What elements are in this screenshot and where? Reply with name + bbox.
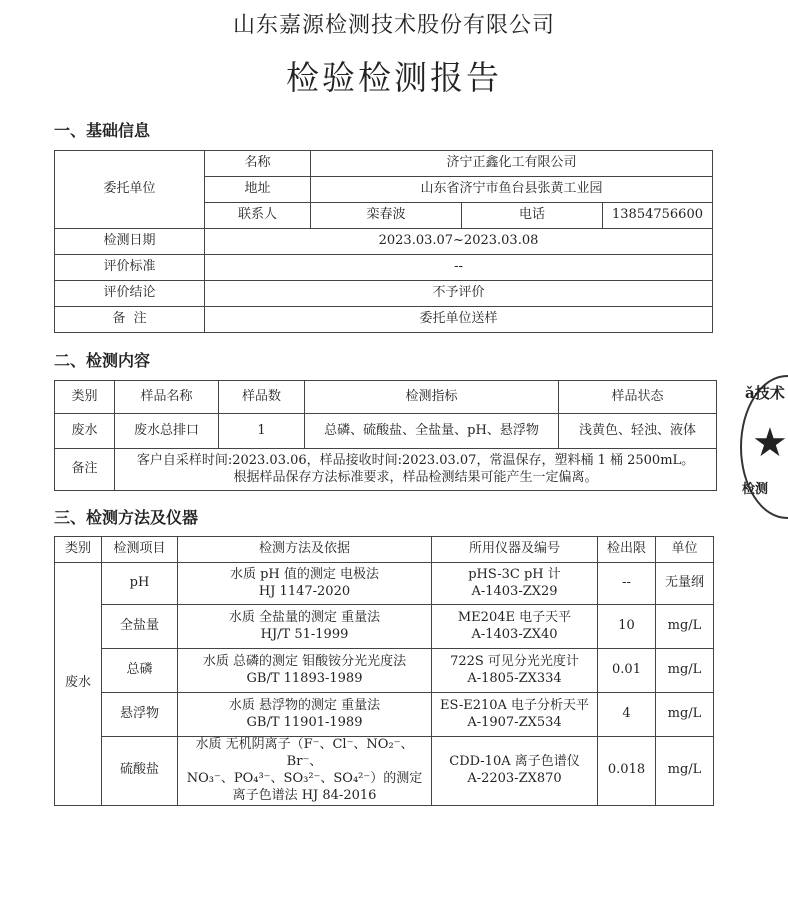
- limit-cell: --: [598, 563, 656, 605]
- content-header: 样品名称: [115, 381, 219, 414]
- instrument-line: A-1403-ZX40: [471, 626, 558, 642]
- instrument-cell: [432, 563, 598, 605]
- date-label: 检测日期: [55, 229, 205, 255]
- seal-text-top: ǎ技术: [745, 384, 785, 402]
- section-content-heading: 二、检测内容: [54, 351, 151, 370]
- content-cell: 浅黄色、轻浊、液体: [559, 414, 717, 449]
- instrument-line: A-1907-ZX534: [467, 714, 562, 730]
- report-title: 检验检测报告: [286, 58, 502, 97]
- category-cell: 废水: [55, 563, 102, 806]
- instrument-cell: [432, 693, 598, 737]
- method-line: NO₃⁻、PO₄³⁻、SO₃²⁻、SO₄²⁻）的测定: [186, 770, 423, 786]
- methods-header: 检测项目: [102, 537, 178, 563]
- seal-text-bottom: 检测: [742, 482, 769, 497]
- method-line: 水质 无机阴离子（F⁻、Cl⁻、NO₂⁻、Br⁻、: [195, 737, 414, 769]
- instrument-line: ME204E 电子天平: [457, 609, 572, 625]
- content-header: 样品数: [219, 381, 305, 414]
- instrument-line: ES-E210A 电子分析天平: [439, 697, 590, 713]
- note-line: 客户自采样时间:2023.03.06，样品接收时间:2023.03.07，常温保存，塑料桶 1 桶 2500mL。: [136, 452, 695, 468]
- instrument-line: 722S 可见分光光度计: [450, 653, 579, 669]
- content-header: 检测指标: [305, 381, 559, 414]
- content-cell: 总磷、硫酸盐、全盐量、pH、悬浮物: [305, 414, 559, 449]
- instrument-cell: [432, 605, 598, 649]
- item-cell: 总磷: [102, 649, 178, 693]
- method-line: GB/T 11893-1989: [246, 670, 363, 686]
- method-cell: [178, 737, 432, 806]
- method-line: 水质 全盐量的测定 重量法: [228, 609, 381, 625]
- item-cell: 全盐量: [102, 605, 178, 649]
- instrument-line: CDD-10A 离子色谱仪: [449, 753, 580, 769]
- test-content-table: [54, 380, 717, 491]
- method-cell: [178, 563, 432, 605]
- name-value: 济宁正鑫化工有限公司: [311, 151, 713, 177]
- method-cell: [178, 693, 432, 737]
- contact-value: 栾春波: [311, 203, 462, 229]
- conclusion-value: 不予评价: [205, 281, 713, 307]
- methods-table: [54, 536, 714, 806]
- unit-cell: 无量纲: [656, 563, 714, 605]
- date-value: 2023.03.07~2023.03.08: [205, 229, 713, 255]
- remark-label: 备 注: [55, 307, 205, 333]
- method-line: HJ/T 51-1999: [260, 626, 349, 642]
- methods-header: 检测方法及依据: [178, 537, 432, 563]
- item-cell: pH: [102, 563, 178, 605]
- unit-cell: mg/L: [656, 649, 714, 693]
- methods-header: 单位: [656, 537, 714, 563]
- section-methods-heading: 三、检测方法及仪器: [54, 508, 199, 527]
- instrument-line: A-1403-ZX29: [471, 583, 558, 599]
- instrument-line: pHS-3C pH 计: [468, 566, 561, 582]
- method-line: 离子色谱法 HJ 84-2016: [232, 787, 377, 803]
- remark-value: 委托单位送样: [205, 307, 713, 333]
- method-line: HJ 1147-2020: [258, 583, 351, 599]
- star-icon: ★: [752, 420, 788, 466]
- instrument-cell: [432, 737, 598, 806]
- limit-cell: 4: [598, 693, 656, 737]
- conclusion-label: 评价结论: [55, 281, 205, 307]
- item-cell: 悬浮物: [102, 693, 178, 737]
- content-header: 类别: [55, 381, 115, 414]
- method-line: 水质 总磷的测定 钼酸铵分光光度法: [202, 653, 407, 669]
- content-cell: 1: [219, 414, 305, 449]
- company-name: 山东嘉源检测技术股份有限公司: [232, 13, 555, 38]
- instrument-line: A-2203-ZX870: [467, 770, 562, 786]
- content-cell: 废水总排口: [115, 414, 219, 449]
- basic-info-table: [54, 150, 713, 333]
- methods-header: 所用仪器及编号: [432, 537, 598, 563]
- method-line: GB/T 11901-1989: [246, 714, 363, 730]
- contact-label: 联系人: [205, 203, 311, 229]
- methods-header: 类别: [55, 537, 102, 563]
- phone-value: 13854756600: [603, 203, 713, 229]
- unit-cell: mg/L: [656, 605, 714, 649]
- method-cell: [178, 605, 432, 649]
- item-cell: 硫酸盐: [102, 737, 178, 806]
- address-value: 山东省济宁市鱼台县张黄工业园: [311, 177, 713, 203]
- content-header: 样品状态: [559, 381, 717, 414]
- method-cell: [178, 649, 432, 693]
- content-cell: 废水: [55, 414, 115, 449]
- note-cell: [115, 449, 717, 491]
- limit-cell: 0.01: [598, 649, 656, 693]
- instrument-line: A-1805-ZX334: [467, 670, 562, 686]
- client-label: 委托单位: [55, 151, 205, 229]
- instrument-cell: [432, 649, 598, 693]
- unit-cell: mg/L: [656, 693, 714, 737]
- note-line: 根据样品保存方法标准要求，样品检测结果可能产生一定偏离。: [233, 469, 598, 485]
- limit-cell: 10: [598, 605, 656, 649]
- unit-cell: mg/L: [656, 737, 714, 806]
- name-label: 名称: [205, 151, 311, 177]
- section-basic-heading: 一、基础信息: [54, 121, 151, 140]
- method-line: 水质 悬浮物的测定 重量法: [228, 697, 381, 713]
- method-line: 水质 pH 值的测定 电极法: [229, 566, 380, 582]
- note-label: 备注: [55, 449, 115, 491]
- address-label: 地址: [205, 177, 311, 203]
- limit-cell: 0.018: [598, 737, 656, 806]
- phone-label: 电话: [462, 203, 603, 229]
- standard-value: --: [205, 255, 713, 281]
- methods-header: 检出限: [598, 537, 656, 563]
- standard-label: 评价标准: [55, 255, 205, 281]
